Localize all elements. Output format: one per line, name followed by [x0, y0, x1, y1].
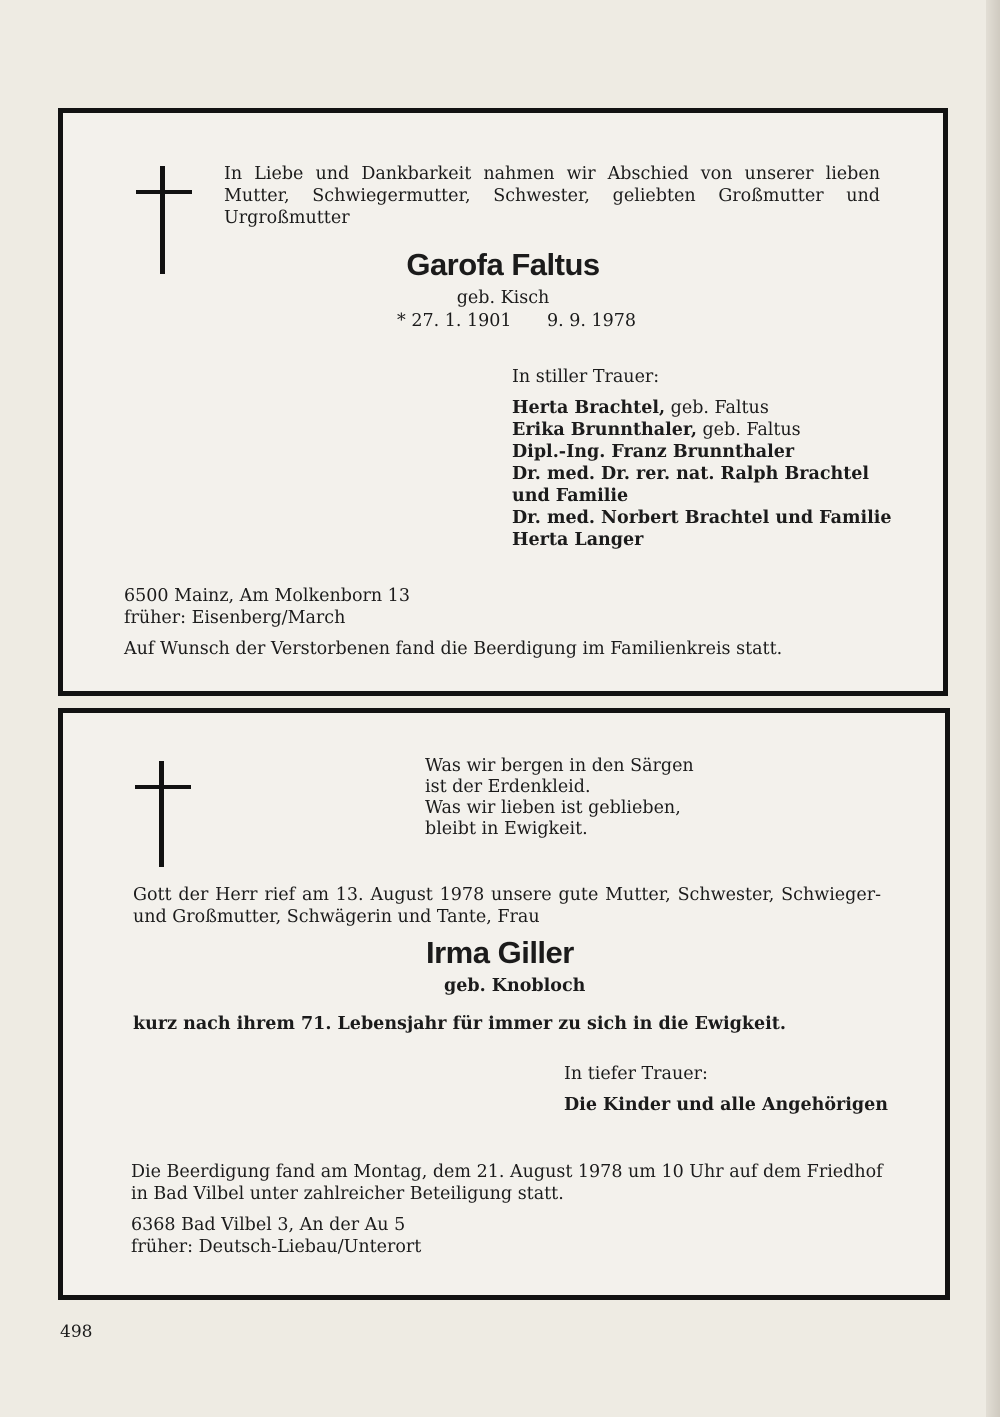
maiden-name: geb. Kisch — [456, 288, 550, 308]
mourner: Dr. med. Norbert Brachtel und Familie — [512, 508, 892, 528]
deceased-name: Irma Giller — [426, 935, 574, 970]
mourner: Herta Brachtel, geb. Faltus — [512, 398, 769, 418]
deceased-name: Garofa Faltus — [406, 247, 600, 282]
mourners: Die Kinder und alle Angehörigen — [564, 1095, 888, 1115]
death-date: 9. 9. 1978 — [547, 311, 637, 331]
address-line: früher: Eisenberg/March — [124, 608, 346, 628]
verse-line: ist der Erdenkleid. — [425, 777, 591, 797]
mourner: Erika Brunnthaler, geb. Faltus — [512, 420, 801, 440]
intro-line: Urgroßmutter — [224, 208, 350, 228]
verse-line: bleibt in Ewigkeit. — [425, 819, 588, 839]
mourner: Dipl.-Ing. Franz Brunnthaler — [512, 442, 795, 462]
page-edge — [986, 0, 1000, 1417]
cross-icon — [135, 761, 191, 867]
address-line: 6368 Bad Vilbel 3, An der Au 5 — [131, 1215, 406, 1235]
intro-line: und Großmutter, Schwägerin und Tante, Frau — [133, 907, 540, 927]
mourner: Herta Langer — [512, 530, 644, 550]
verse-line: Was wir bergen in den Särgen — [425, 756, 694, 776]
intro-line: Mutter, Schwiegermutter, Schwester, geliebten Großmutter und — [224, 186, 880, 206]
mourning-heading: In stiller Trauer: — [512, 367, 660, 387]
mourning-heading: In tiefer Trauer: — [564, 1064, 708, 1084]
passing-text: kurz nach ihrem 71. Lebensjahr für immer zu sich in die Ewigkeit. — [133, 1014, 786, 1034]
address-line: 6500 Mainz, Am Molkenborn 13 — [124, 586, 410, 606]
page-number: 498 — [60, 1322, 93, 1342]
intro-line: Gott der Herr rief am 13. August 1978 unsere gute Mutter, Schwester, Schwieger- — [133, 885, 881, 905]
address-line: früher: Deutsch-Liebau/Unterort — [131, 1237, 422, 1257]
obituary-notice-giller — [58, 708, 950, 1300]
funeral-text: Die Beerdigung fand am Montag, dem 21. August 1978 um 10 Uhr auf dem Friedhof — [131, 1162, 883, 1182]
obituary-notice-faltus — [58, 108, 948, 696]
mourner: Dr. med. Dr. rer. nat. Ralph Brachtel — [512, 464, 870, 484]
maiden-name: geb. Knobloch — [444, 976, 586, 996]
funeral-text: in Bad Vilbel unter zahlreicher Beteiligung statt. — [131, 1184, 564, 1204]
verse-line: Was wir lieben ist geblieben, — [425, 798, 681, 818]
mourner: und Familie — [512, 486, 629, 506]
birth-date: * 27. 1. 1901 — [397, 311, 512, 331]
intro-line: In Liebe und Dankbarkeit nahmen wir Abschied von unserer lieben — [224, 164, 880, 184]
closing-text: Auf Wunsch der Verstorbenen fand die Beerdigung im Familienkreis statt. — [124, 639, 783, 659]
